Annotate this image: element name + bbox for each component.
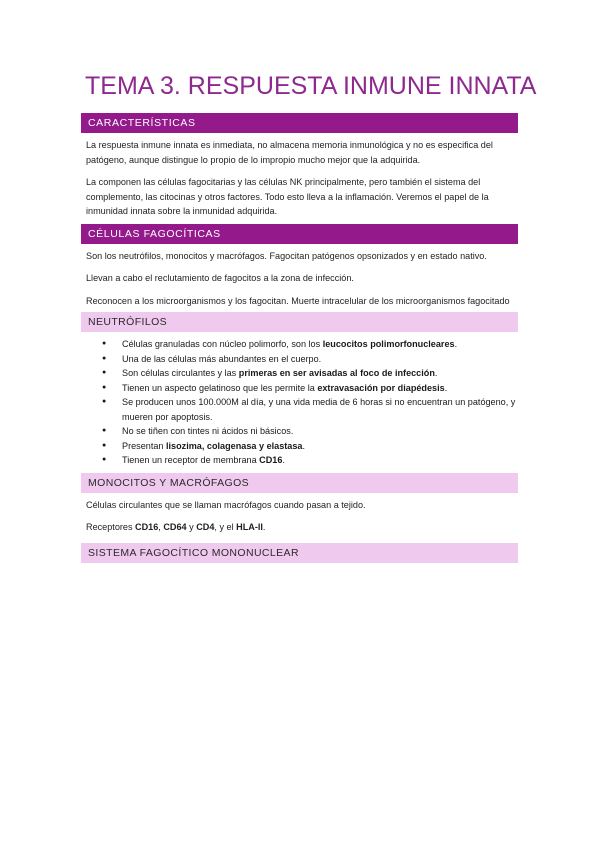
bullet-icon: ● <box>102 441 107 449</box>
paragraph-celulas-3: Reconocen a los microorganismos y los fagocitan. Muerte intracelular de los microorganismos fagocitado <box>86 295 510 306</box>
bullet-icon: ● <box>102 456 107 463</box>
paragraph-caracteristicas-2: La componen las células fagocitarias y las células NK principalmente, pero también el sistema del complemento, las citocinas y otros factores. Todo esto lleva a la inflamación. Veremos el papel de la inmunidad innata sobre la inmunidad adquirida. <box>86 177 489 216</box>
list-item: ● Una de las células más abundantes en el cuerpo. <box>81 352 518 367</box>
neutrofilos-list <box>81 337 518 468</box>
list-item: ● Células granuladas con núcleo polimorfo, son los leucocitos polimorfonucleares. <box>81 337 518 352</box>
paragraph-monocitos-2: Receptores CD16, CD64 y CD4, y el HLA-II. <box>86 522 266 532</box>
section-heading-celulas: CÉLULAS FAGOCÍTICAS <box>81 224 518 244</box>
section-heading-monocitos: MONOCITOS Y MACRÓFAGOS <box>81 473 518 493</box>
bullet-icon: ● <box>102 398 107 405</box>
list-item: ● Se producen unos 100.000M al día, y una vida media de 6 horas si no encuentran un patógeno, y mueren por apoptosis. <box>102 397 516 422</box>
page-title: TEMA 3. RESPUESTA INMUNE INNATA <box>85 72 537 100</box>
section-heading-sistema: SISTEMA FAGOCÍTICO MONONUCLEAR <box>81 543 518 563</box>
paragraph-monocitos-1: Células circulantes que se llaman macrófagos cuando pasan a tejido. <box>86 499 366 510</box>
list-item: ● No se tiñen con tintes ni ácidos ni básicos. <box>81 424 518 439</box>
paragraph-celulas-2: Llevan a cabo el reclutamiento de fagocitos a la zona de infección. <box>86 273 354 283</box>
list-item: ● Tienen un receptor de membrana CD16. <box>81 453 518 468</box>
bullet-icon: ● <box>102 369 107 376</box>
bullet-icon: ● <box>102 354 107 362</box>
document-body <box>81 113 518 563</box>
list-item: ● Tienen un aspecto gelatinoso que les permite la extravasación por diapédesis. <box>81 381 518 396</box>
bullet-icon: ● <box>102 427 107 434</box>
list-item: ● Presentan lisozima, colagenasa y elastasa. <box>81 439 518 454</box>
bullet-icon: ● <box>102 383 107 391</box>
section-heading-neutrofilos: NEUTRÓFILOS <box>81 312 518 332</box>
bullet-icon: ● <box>102 340 107 347</box>
paragraph-celulas-1: Son los neutrófilos, monocitos y macrófagos. Fagocitan patógenos opsonizados y en estado nativo. <box>86 250 487 261</box>
list-item: ● Son células circulantes y las primeras en ser avisadas al foco de infección. <box>81 366 518 381</box>
paragraph-caracteristicas-1: La respuesta inmune innata es inmediata, no almacena memoria inmunológica y no es especifica del patógeno, aunque distingue lo propio de lo impropio mucho mejor que la adquirida. <box>86 140 493 165</box>
section-heading-caracteristicas: CARACTERÍSTICAS <box>81 113 518 133</box>
